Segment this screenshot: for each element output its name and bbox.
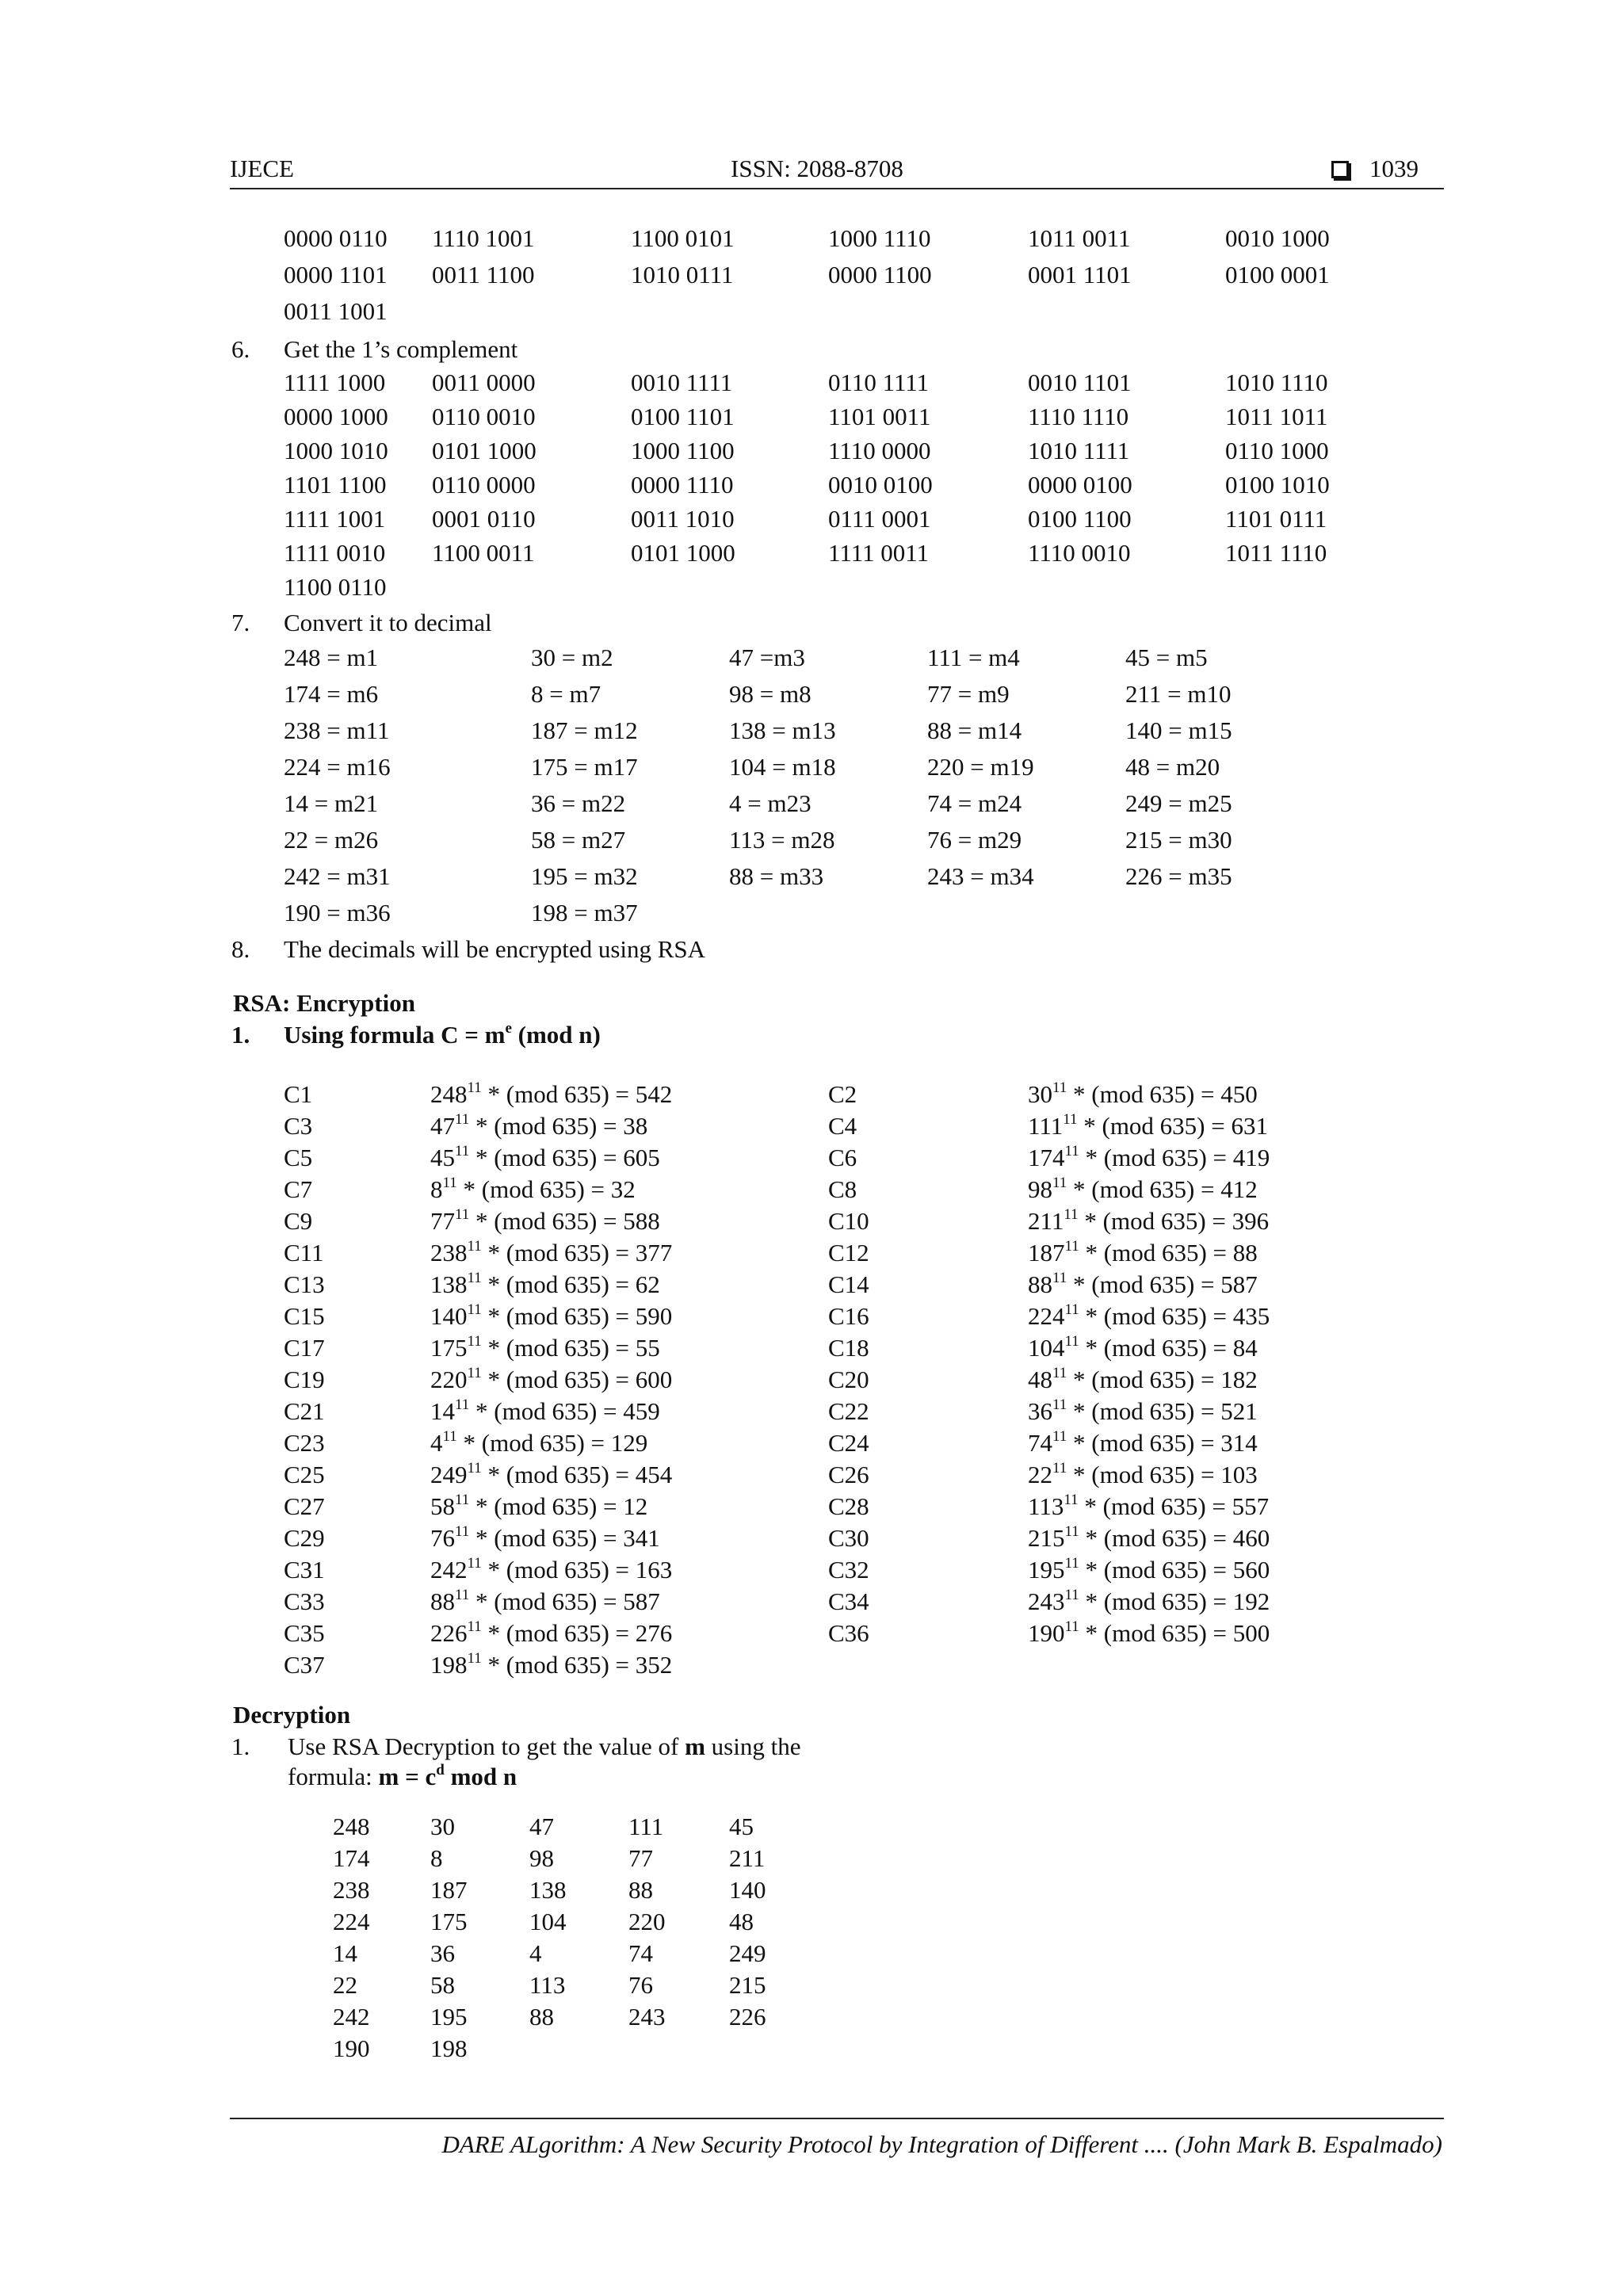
- table-cell: 1011 1011: [1225, 403, 1328, 430]
- table-cell: 0101 1000: [432, 437, 537, 464]
- table-cell: 0110 1111: [828, 369, 930, 396]
- cipher-label: C27: [284, 1492, 325, 1520]
- table-cell: 88: [628, 1876, 653, 1904]
- decimal-row: [0, 864, 1623, 896]
- table-cell: 1010 1110: [1225, 369, 1328, 396]
- binary-row: [0, 262, 1623, 294]
- cipher-label: C30: [828, 1524, 869, 1552]
- table-cell: 249: [729, 1939, 766, 1967]
- step-6: [0, 337, 1623, 369]
- binary-row: [0, 299, 1623, 330]
- table-cell: 242: [333, 2003, 370, 2030]
- table-cell: 36 = m22: [531, 789, 626, 817]
- table-cell: 104: [529, 1908, 567, 1935]
- decrypted-row: [0, 1973, 1623, 2004]
- complement-row: [0, 370, 1623, 402]
- decrypted-row: [0, 2036, 1623, 2068]
- step-number: 6.: [231, 335, 250, 363]
- table-cell: 190 = m36: [284, 899, 391, 926]
- decrypted-row: [0, 2004, 1623, 2036]
- table-cell: 1010 1111: [1028, 437, 1130, 464]
- cipher-expression: $138^{11} * (mod$ 635) = 62: [430, 1270, 660, 1298]
- table-cell: 1100 0101: [631, 224, 735, 252]
- cipher-expression: $220^{11} * (mod$ 635) = 600: [430, 1365, 673, 1393]
- encryption-row: [0, 1589, 1623, 1621]
- cipher-label: C12: [828, 1239, 869, 1266]
- table-cell: 0110 0010: [432, 403, 536, 430]
- footer-rule: [230, 2118, 1444, 2119]
- journal-name: IJECE: [230, 155, 294, 182]
- cipher-expression: $36^{11} * (mod$ 635) = 521: [1028, 1396, 1258, 1425]
- step-7: [0, 610, 1623, 642]
- cipher-expression: $113^{11} * (mod$ 635) = 557: [1028, 1492, 1270, 1520]
- issn: ISSN: 2088-8708: [731, 155, 903, 182]
- table-cell: 215: [729, 1971, 766, 1999]
- cipher-expression: $215^{11} * (mod$ 635) = 460: [1028, 1523, 1270, 1552]
- table-cell: 88 = m33: [729, 862, 824, 890]
- table-cell: 45 = m5: [1125, 644, 1208, 671]
- cipher-expression: $243^{11} * (mod$ 635) = 192: [1028, 1587, 1270, 1615]
- table-cell: 0100 1100: [1028, 505, 1132, 533]
- cipher-label: C34: [828, 1587, 869, 1615]
- table-cell: 88: [529, 2003, 554, 2030]
- table-cell: 1111 1001: [284, 505, 386, 533]
- table-cell: 8 = m7: [531, 680, 601, 708]
- table-cell: 22: [333, 1971, 357, 1999]
- cipher-label: C6: [828, 1144, 857, 1171]
- complement-row: [0, 404, 1623, 436]
- table-cell: 1000 1100: [631, 437, 735, 464]
- encryption-row: [0, 1240, 1623, 1272]
- table-cell: 88 = m14: [927, 716, 1022, 744]
- cipher-label: C5: [284, 1144, 313, 1171]
- cipher-label: C18: [828, 1334, 869, 1362]
- table-cell: 0011 1100: [432, 261, 535, 288]
- cipher-label: C2: [828, 1080, 857, 1108]
- table-cell: 0001 0110: [432, 505, 536, 533]
- table-cell: 22 = m26: [284, 826, 379, 854]
- table-cell: 243 = m34: [927, 862, 1034, 890]
- table-cell: 224: [333, 1908, 370, 1935]
- cipher-label: C14: [828, 1270, 869, 1298]
- table-cell: 0010 1111: [631, 369, 733, 396]
- cipher-expression: $8^{11} * (mod$ 635) = 32: [430, 1175, 636, 1203]
- cipher-label: C22: [828, 1397, 869, 1425]
- decryption-formula-line: formula: $m = c^d$ mod n: [288, 1762, 517, 1790]
- table-cell: 1100 0011: [432, 539, 535, 567]
- encryption-formula: Using formula $C = m^e$ (mod n): [284, 1020, 601, 1049]
- table-cell: 248 = m1: [284, 644, 379, 671]
- table-cell: 4: [529, 1939, 542, 1967]
- decryption-formula: $m = c^d$ mod n: [378, 1762, 517, 1790]
- table-cell: 1011 1110: [1225, 539, 1327, 567]
- encryption-row: [0, 1396, 1623, 1431]
- cipher-label: C13: [284, 1270, 325, 1298]
- cipher-label: C15: [284, 1302, 325, 1330]
- table-cell: 220 = m19: [927, 753, 1034, 781]
- table-cell: 1101 1100: [284, 471, 387, 499]
- cipher-expression: $174^{11} * (mod$ 635) = 419: [1028, 1143, 1270, 1171]
- cipher-expression: $249^{11} * (mod$ 635) = 454: [430, 1460, 673, 1488]
- table-cell: 58: [430, 1971, 455, 1999]
- cipher-expression: $248^{11} * (mod$ 635) = 542: [430, 1079, 673, 1108]
- table-cell: 238 = m11: [284, 716, 390, 744]
- table-cell: 0110 0000: [432, 471, 536, 499]
- step-number: 7.: [231, 609, 250, 636]
- table-cell: 211 = m10: [1125, 680, 1232, 708]
- table-cell: 0010 1101: [1028, 369, 1132, 396]
- table-cell: 48: [729, 1908, 754, 1935]
- cipher-expression: $198^{11} * (mod$ 635) = 352: [430, 1650, 673, 1679]
- cipher-expression: $88^{11} * (mod$ 635) = 587: [1028, 1270, 1258, 1298]
- table-cell: 74: [628, 1939, 653, 1967]
- table-cell: 0000 0100: [1028, 471, 1132, 499]
- cipher-label: C17: [284, 1334, 325, 1362]
- step-number: 8.: [231, 935, 250, 963]
- decimal-row: [0, 682, 1623, 713]
- cipher-label: C24: [828, 1429, 869, 1457]
- complement-row: [0, 541, 1623, 572]
- step-text: Convert it to decimal: [284, 609, 492, 636]
- table-cell: 0100 1101: [631, 403, 735, 430]
- cipher-expression: $190^{11} * (mod$ 635) = 500: [1028, 1618, 1270, 1647]
- encryption-row: [0, 1206, 1623, 1240]
- cipher-expression: $45^{11} * (mod$ 635) = 605: [430, 1143, 660, 1171]
- encryption-row: [0, 1301, 1623, 1335]
- header-rule: [230, 188, 1444, 189]
- decimal-row: [0, 900, 1623, 932]
- table-cell: 1000 1110: [828, 224, 931, 252]
- table-cell: 198: [430, 2034, 468, 2062]
- table-cell: 226 = m35: [1125, 862, 1232, 890]
- table-cell: 45: [729, 1813, 754, 1840]
- cipher-label: C8: [828, 1175, 857, 1203]
- cipher-label: C21: [284, 1397, 325, 1425]
- cipher-label: C29: [284, 1524, 325, 1552]
- encryption-row: [0, 1111, 1623, 1145]
- cipher-expression: $175^{11} * (mod$ 635) = 55: [430, 1333, 660, 1362]
- cipher-label: C37: [284, 1651, 325, 1679]
- table-cell: 0011 1010: [631, 505, 735, 533]
- encryption-row: [0, 1177, 1623, 1209]
- table-cell: 211: [729, 1844, 766, 1872]
- cipher-expression: $211^{11} * (mod$ 635) = 396: [1028, 1206, 1270, 1235]
- encryption-row: [0, 1652, 1623, 1684]
- table-cell: 98 = m8: [729, 680, 812, 708]
- table-cell: 48 = m20: [1125, 753, 1220, 781]
- table-cell: 77 = m9: [927, 680, 1010, 708]
- cipher-expression: $140^{11} * (mod$ 635) = 590: [430, 1301, 673, 1330]
- table-cell: 1010 0111: [631, 261, 734, 288]
- decimal-row: [0, 645, 1623, 677]
- cipher-label: C36: [828, 1619, 869, 1647]
- cipher-expression: $111^{11} * (mod$ 635) = 631: [1028, 1111, 1268, 1140]
- cipher-expression: $195^{11} * (mod$ 635) = 560: [1028, 1555, 1270, 1584]
- table-cell: 187: [430, 1876, 468, 1904]
- page-number-block: [1331, 156, 1419, 181]
- table-cell: 98: [529, 1844, 554, 1872]
- cipher-label: C4: [828, 1112, 857, 1140]
- decryption-step-1: [0, 1734, 1623, 1766]
- table-cell: 226: [729, 2003, 766, 2030]
- page-box-icon: [1331, 161, 1349, 178]
- table-cell: 140 = m15: [1125, 716, 1232, 744]
- step-8: [0, 937, 1623, 968]
- table-cell: 30: [430, 1813, 455, 1840]
- table-cell: 242 = m31: [284, 862, 391, 890]
- table-cell: 0100 1010: [1225, 471, 1330, 499]
- table-cell: 0000 1101: [284, 261, 388, 288]
- cipher-label: C35: [284, 1619, 325, 1647]
- table-cell: 58 = m27: [531, 826, 626, 854]
- encryption-row: [0, 1145, 1623, 1177]
- encryption-row: [0, 1335, 1623, 1367]
- step-number: 1.: [231, 1733, 250, 1760]
- table-cell: 0000 1100: [828, 261, 932, 288]
- table-cell: 0001 1101: [1028, 261, 1132, 288]
- table-cell: 175: [430, 1908, 468, 1935]
- decrypted-row: [0, 1909, 1623, 1941]
- encryption-row: [0, 1367, 1623, 1399]
- cipher-expression: $242^{11} * (mod$ 635) = 163: [430, 1555, 673, 1584]
- rsa-encryption-heading: RSA: Encryption: [233, 989, 415, 1017]
- table-cell: 0000 1110: [631, 471, 734, 499]
- table-cell: 0011 1001: [284, 297, 388, 325]
- table-cell: 0010 1000: [1225, 224, 1330, 252]
- table-cell: 138 = m13: [729, 716, 836, 744]
- cipher-expression: $238^{11} * (mod$ 635) = 377: [430, 1238, 673, 1266]
- decimal-row: [0, 827, 1623, 859]
- table-cell: 111: [628, 1813, 664, 1840]
- table-cell: 0111 0001: [828, 505, 931, 533]
- table-cell: 195: [430, 2003, 468, 2030]
- cipher-expression: $48^{11} * (mod$ 635) = 182: [1028, 1365, 1258, 1393]
- cipher-expression: $58^{11} * (mod$ 635) = 12: [430, 1492, 648, 1520]
- footer-citation: DARE ALgorithm: A New Security Protocol by Integration of Different .... (John Mark B. Espalmado): [441, 2130, 1442, 2158]
- table-cell: 0100 0001: [1225, 261, 1330, 288]
- table-cell: 4 = m23: [729, 789, 812, 817]
- table-cell: 1101 0111: [1225, 505, 1327, 533]
- cipher-expression: $104^{11} * (mod$ 635) = 84: [1028, 1333, 1258, 1362]
- table-cell: 36: [430, 1939, 455, 1967]
- table-cell: 220: [628, 1908, 666, 1935]
- table-cell: 1110 1110: [1028, 403, 1129, 430]
- table-cell: 1000 1010: [284, 437, 388, 464]
- table-cell: 187 = m12: [531, 716, 638, 744]
- cipher-expression: $76^{11} * (mod$ 635) = 341: [430, 1523, 660, 1552]
- cipher-expression: $30^{11} * (mod$ 635) = 450: [1028, 1079, 1258, 1108]
- table-cell: 215 = m30: [1125, 826, 1232, 854]
- table-cell: 0110 1000: [1225, 437, 1329, 464]
- cipher-label: C3: [284, 1112, 313, 1140]
- table-cell: 113 = m28: [729, 826, 835, 854]
- step-text: The decimals will be encrypted using RSA: [284, 935, 706, 963]
- cipher-label: C1: [284, 1080, 313, 1108]
- table-cell: 175 = m17: [531, 753, 638, 781]
- table-cell: 8: [430, 1844, 443, 1872]
- complement-row: [0, 438, 1623, 470]
- encryption-row: [0, 1557, 1623, 1589]
- cipher-label: C25: [284, 1461, 325, 1488]
- table-cell: 174 = m6: [284, 680, 379, 708]
- table-cell: 190: [333, 2034, 370, 2062]
- cipher-label: C16: [828, 1302, 869, 1330]
- encryption-row: [0, 1272, 1623, 1304]
- table-cell: 76: [628, 1971, 653, 1999]
- table-cell: 174: [333, 1844, 370, 1872]
- cipher-label: C31: [284, 1556, 325, 1584]
- table-cell: 1111 0010: [284, 539, 386, 567]
- encryption-row: [0, 1523, 1623, 1557]
- cipher-expression: $187^{11} * (mod$ 635) = 88: [1028, 1238, 1258, 1266]
- step-number: 1.: [231, 1021, 250, 1049]
- decryption-text: Use RSA Decryption to get the value of m using the: [288, 1733, 801, 1760]
- cipher-expression: $14^{11} * (mod$ 635) = 459: [430, 1396, 660, 1425]
- cipher-label: C20: [828, 1366, 869, 1393]
- table-cell: 1101 0011: [828, 403, 931, 430]
- cipher-label: C10: [828, 1207, 869, 1235]
- cipher-label: C26: [828, 1461, 869, 1488]
- table-cell: 0010 0100: [828, 471, 933, 499]
- complement-row: [0, 472, 1623, 504]
- cipher-expression: $47^{11} * (mod$ 635) = 38: [430, 1111, 648, 1140]
- cipher-expression: $88^{11} * (mod$ 635) = 587: [430, 1587, 660, 1615]
- rsa-step-1: [0, 1022, 1623, 1054]
- table-cell: 1100 0110: [284, 573, 387, 601]
- table-cell: 1110 0010: [1028, 539, 1131, 567]
- cipher-label: C23: [284, 1429, 325, 1457]
- page-number: 1039: [1369, 155, 1419, 182]
- cipher-expression: $77^{11} * (mod$ 635) = 588: [430, 1206, 660, 1235]
- table-cell: 1110 1001: [432, 224, 535, 252]
- table-cell: 0011 0000: [432, 369, 536, 396]
- cipher-expression: $4^{11} * (mod$ 635) = 129: [430, 1428, 648, 1457]
- cipher-expression: $74^{11} * (mod$ 635) = 314: [1028, 1428, 1258, 1457]
- cipher-label: C28: [828, 1492, 869, 1520]
- table-cell: 104 = m18: [729, 753, 836, 781]
- step-text: Get the 1’s complement: [284, 335, 518, 363]
- cipher-label: C33: [284, 1587, 325, 1615]
- encryption-row: [0, 1494, 1623, 1526]
- table-cell: 198 = m37: [531, 899, 638, 926]
- table-cell: 1111 1000: [284, 369, 386, 396]
- decimal-row: [0, 791, 1623, 823]
- table-cell: 77: [628, 1844, 653, 1872]
- binary-row: [0, 226, 1623, 258]
- cipher-label: C9: [284, 1207, 313, 1235]
- table-cell: 30 = m2: [531, 644, 613, 671]
- table-cell: 74 = m24: [927, 789, 1022, 817]
- table-cell: 243: [628, 2003, 666, 2030]
- cipher-expression: $226^{11} * (mod$ 635) = 276: [430, 1618, 673, 1647]
- decrypted-row: [0, 1846, 1623, 1878]
- encryption-row: [0, 1618, 1623, 1652]
- table-cell: 111 = m4: [927, 644, 1020, 671]
- table-cell: 249 = m25: [1125, 789, 1232, 817]
- cipher-expression: $224^{11} * (mod$ 635) = 435: [1028, 1301, 1270, 1330]
- table-cell: 0000 0110: [284, 224, 388, 252]
- table-cell: 0000 1000: [284, 403, 388, 430]
- table-cell: 1011 0011: [1028, 224, 1131, 252]
- decrypted-row: [0, 1878, 1623, 1909]
- table-cell: 248: [333, 1813, 370, 1840]
- complement-row: [0, 575, 1623, 606]
- cipher-label: C7: [284, 1175, 313, 1203]
- cipher-label: C19: [284, 1366, 325, 1393]
- table-cell: 14 = m21: [284, 789, 379, 817]
- decryption-heading: Decryption: [233, 1701, 351, 1729]
- table-cell: 47 =m3: [729, 644, 805, 671]
- decimal-row: [0, 755, 1623, 786]
- table-cell: 238: [333, 1876, 370, 1904]
- cipher-label: C32: [828, 1556, 869, 1584]
- decrypted-row: [0, 1941, 1623, 1973]
- table-cell: 113: [529, 1971, 566, 1999]
- cipher-expression: $22^{11} * (mod$ 635) = 103: [1028, 1460, 1258, 1488]
- cipher-label: C11: [284, 1239, 324, 1266]
- table-cell: 1110 0000: [828, 437, 931, 464]
- encryption-row: [0, 1428, 1623, 1462]
- cipher-expression: $98^{11} * (mod$ 635) = 412: [1028, 1175, 1258, 1203]
- table-cell: 47: [529, 1813, 554, 1840]
- encryption-row: [0, 1079, 1623, 1114]
- table-cell: 195 = m32: [531, 862, 638, 890]
- table-cell: 14: [333, 1939, 357, 1967]
- table-cell: 0101 1000: [631, 539, 735, 567]
- decrypted-row: [0, 1814, 1623, 1846]
- complement-row: [0, 506, 1623, 538]
- table-cell: 140: [729, 1876, 766, 1904]
- table-cell: 76 = m29: [927, 826, 1022, 854]
- encryption-row: [0, 1462, 1623, 1494]
- table-cell: 224 = m16: [284, 753, 391, 781]
- table-cell: 138: [529, 1876, 567, 1904]
- table-cell: 1111 0011: [828, 539, 930, 567]
- decimal-row: [0, 718, 1623, 750]
